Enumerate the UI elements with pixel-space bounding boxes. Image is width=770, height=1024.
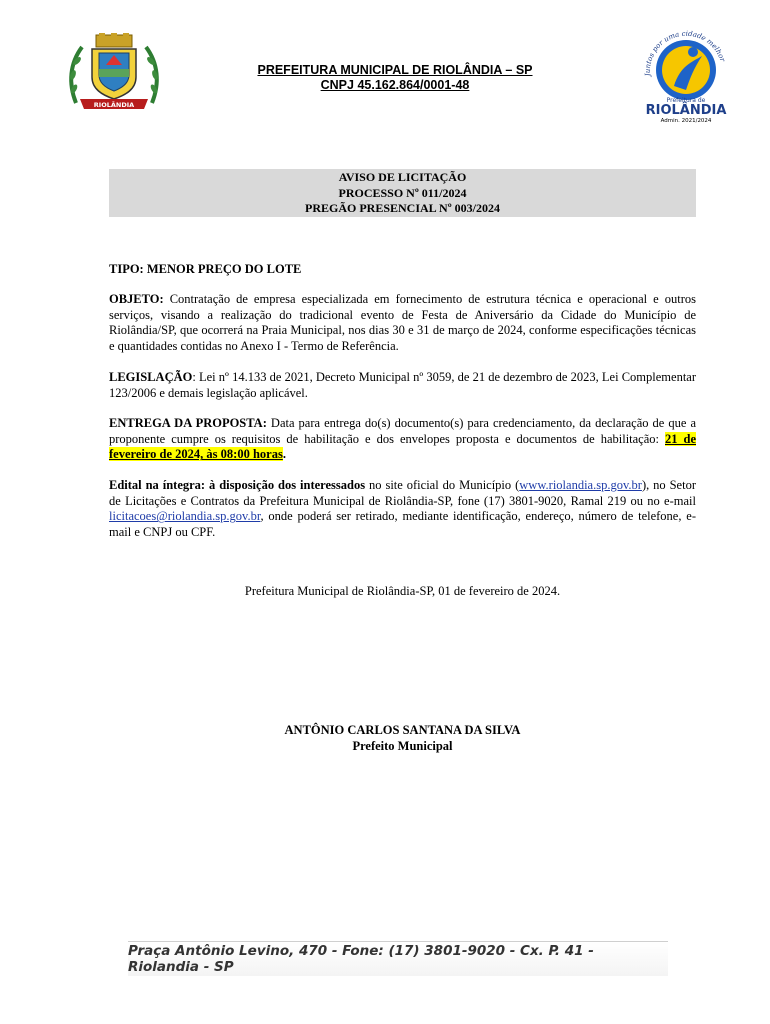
municipality-title: PREFEITURA MUNICIPAL DE RIOLÂNDIA – SP bbox=[257, 63, 533, 77]
legislacao-text: : Lei nº 14.133 de 2021, Decreto Municipal nº 3059, de 21 de dezembro de 2023, Lei Complementar 123/2006 e demais legislação aplicável. bbox=[109, 370, 696, 400]
entrega-text: Data para entrega do(s) documento(s) para credenciamento, da declaração de que a proponente cumpre os requisitos de habilitação e dos envelopes proposta e documentos de habilitação: bbox=[109, 416, 696, 446]
edital-paragraph bbox=[109, 478, 696, 541]
logo-city-text: RIOLÂNDIA bbox=[645, 103, 727, 118]
edital-text-2: ), no Setor de Licitações e Contratos da Prefeitura Municipal de Riolândia-SP, fone (17) 3801-9020, Ramal 219 ou no e-mail bbox=[109, 478, 696, 508]
website-link[interactable]: www.riolandia.sp.gov.br bbox=[519, 478, 642, 492]
email-link[interactable]: licitacoes@riolandia.sp.gov.br bbox=[109, 509, 261, 524]
cnpj-number: CNPJ 45.162.864/0001-48 bbox=[320, 78, 470, 92]
crest-banner-text: RIOLÂNDIA bbox=[93, 101, 135, 109]
letterhead bbox=[180, 63, 610, 93]
entrega-end: . bbox=[282, 447, 286, 462]
edital-text-3: , onde poderá ser retirado, mediante identificação, endereço, número de telefone, e-mail e CNPJ ou CPF. bbox=[109, 509, 696, 540]
dateline: Prefeitura Municipal de Riolândia-SP, 01 de fevereiro de 2024. bbox=[244, 584, 561, 598]
notice-heading-box bbox=[109, 169, 696, 217]
tipo-line: TIPO: MENOR PREÇO DO LOTE bbox=[109, 262, 302, 276]
edital-text-1: no site oficial do Município ( bbox=[365, 478, 520, 492]
logo-term-text: Admin. 2021/2024 bbox=[660, 118, 712, 124]
municipal-crest-logo bbox=[66, 33, 162, 111]
legislacao-paragraph bbox=[109, 370, 696, 401]
footer-address: Praça Antônio Levino, 470 - Fone: (17) 3801-9020 - Cx. P. 41 - Riolandia - SP bbox=[128, 941, 668, 976]
entrega-paragraph bbox=[109, 416, 696, 463]
entrega-label: ENTREGA DA PROPOSTA: bbox=[109, 416, 267, 430]
auction-number: PREGÃO PRESENCIAL Nº 003/2024 bbox=[305, 201, 500, 215]
notice-title: AVISO DE LICITAÇÃO bbox=[338, 170, 467, 184]
legislacao-label: LEGISLAÇÃO bbox=[109, 370, 193, 384]
objeto-paragraph bbox=[109, 292, 696, 355]
signatory-role: Prefeito Municipal bbox=[352, 739, 453, 753]
process-number: PROCESSO Nº 011/2024 bbox=[338, 185, 467, 200]
administration-logo bbox=[636, 26, 734, 124]
deadline-highlight: 21 de fevereiro de 2024, às 08:00 horas bbox=[109, 431, 696, 462]
logo-sub-text: Prefeitura de bbox=[666, 97, 706, 104]
objeto-label: OBJETO: bbox=[109, 292, 164, 306]
edital-label: Edital na íntegra: à disposição dos interessados bbox=[109, 478, 366, 492]
logo-arc-text: Juntos por uma cidade melhor bbox=[643, 29, 727, 77]
signatory-name: ANTÔNIO CARLOS SANTANA DA SILVA bbox=[284, 723, 521, 737]
objeto-text: Contratação de empresa especializada em fornecimento de estrutura técnica e operacional e outros serviços, visando a realização do tradicional evento de Festa de Aniversário da Cidade do Município de Riolândia/SP, que ocorrerá na Praia Municipal, nos dias 30 e 31 de março de 2024, conforme especificações técnicas e quantidades contidas no Anexo I - Termo de Referência. bbox=[109, 292, 696, 354]
